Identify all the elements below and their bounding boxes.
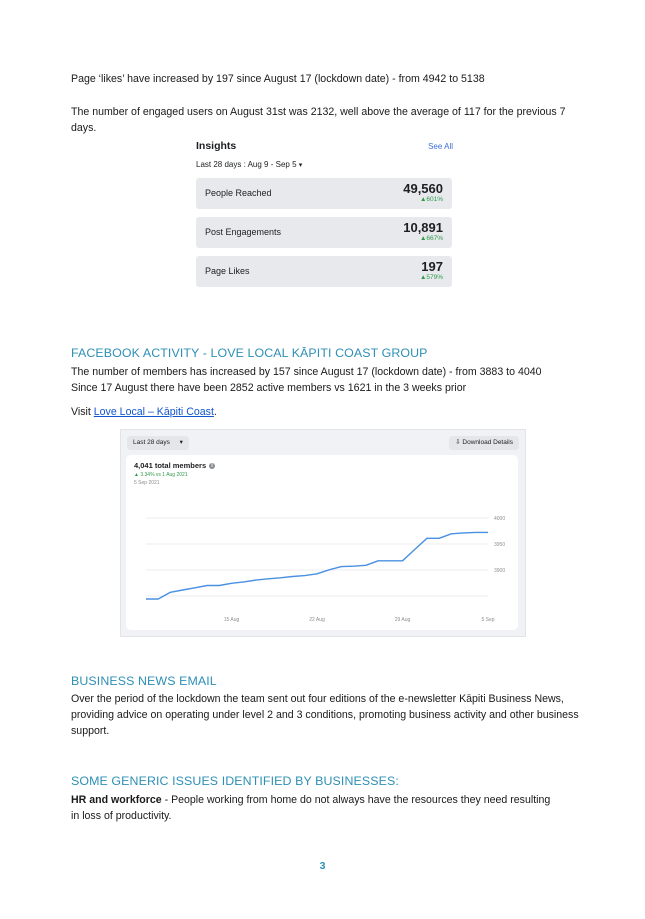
y-tick-label: 4000 (494, 516, 506, 522)
visit-prefix: Visit (71, 406, 94, 418)
info-icon[interactable]: i (209, 463, 215, 469)
metric-delta: ▲579% (419, 274, 443, 281)
members-series-line (146, 532, 488, 599)
see-all-link[interactable]: See All (428, 142, 453, 151)
engaged-users-paragraph: The number of engaged users on August 31st was 2132, well above the average of 117 for the previous 7 days. (71, 106, 566, 134)
members-chart-panel (120, 429, 526, 637)
metric-delta: ▲601% (419, 196, 443, 203)
total-members-label: 4,041 total members (134, 461, 207, 470)
x-tick-label: 29 Aug (394, 617, 411, 623)
x-tick-label: 5 Sep (481, 617, 495, 623)
metric-value: 10,891 (403, 220, 443, 235)
generic-issues-heading: SOME GENERIC ISSUES IDENTIFIED BY BUSINESSES: (71, 774, 399, 788)
download-icon: ⇩ (455, 439, 461, 446)
hr-workforce-lead: HR and workforce (71, 794, 162, 806)
x-tick-label: 15 Aug (223, 617, 240, 623)
hr-workforce-text: - People working from home do not always have the resources they need resulting in loss of productivity. (71, 794, 551, 822)
members-increase-text: The number of members has increased by 157 since August 17 (lockdown date) - from 3883 to 4040 (71, 366, 542, 378)
metric-page-likes (196, 256, 452, 287)
metric-label: People Reached (205, 188, 272, 198)
business-news-body: Over the period of the lockdown the team sent out four editions of the e-newsletter Kāpiti Business News, providing advice on operating under level 2 and 3 conditions, promoting business activity and other business support. (71, 693, 579, 737)
visit-line (71, 404, 591, 420)
likes-paragraph: Page ‘likes’ have increased by 197 since August 17 (lockdown date) - from 4942 to 5138 (71, 73, 485, 85)
metric-post-engagements (196, 217, 452, 248)
members-line-chart (126, 455, 518, 630)
insights-card (193, 136, 455, 288)
chart-growth-subtitle: ▲ 3.34% vs 1 Aug 2021 (134, 472, 188, 478)
facebook-activity-heading: FACEBOOK ACTIVITY - LOVE LOCAL KĀPITI COAST GROUP (71, 346, 428, 360)
metric-value: 197 (421, 259, 443, 274)
caret-down-icon: ▾ (298, 162, 303, 169)
metric-label: Page Likes (205, 266, 250, 276)
date-range-label: Last 28 days : Aug 9 - Sep 5 (196, 160, 297, 169)
range-dropdown-label: Last 28 days (133, 439, 170, 446)
visit-suffix: . (213, 406, 217, 418)
metric-people-reached (196, 178, 452, 209)
y-tick-label: 3900 (494, 568, 506, 574)
x-tick-label: 22 Aug (309, 617, 325, 623)
chart-date: 5 Sep 2021 (134, 480, 160, 486)
business-news-heading: BUSINESS NEWS EMAIL (71, 674, 217, 688)
hr-workforce-paragraph (71, 792, 551, 824)
range-dropdown[interactable] (127, 436, 189, 450)
chart-card (126, 455, 518, 630)
love-local-link[interactable]: Love Local – Kāpiti Coast (93, 406, 214, 418)
metric-label: Post Engagements (205, 227, 282, 237)
metric-value: 49,560 (403, 181, 443, 196)
date-range-selector[interactable] (196, 160, 302, 169)
y-tick-label: 3950 (494, 542, 506, 548)
download-details-label: Download Details (462, 439, 513, 446)
page-number: 3 (319, 860, 326, 872)
caret-down-icon: ▾ (179, 439, 183, 446)
metric-delta: ▲667% (419, 235, 443, 242)
insights-title: Insights (196, 140, 237, 152)
active-members-text: Since 17 August there have been 2852 active members vs 1621 in the 3 weeks prior (71, 382, 467, 394)
download-details-button[interactable] (449, 436, 519, 450)
